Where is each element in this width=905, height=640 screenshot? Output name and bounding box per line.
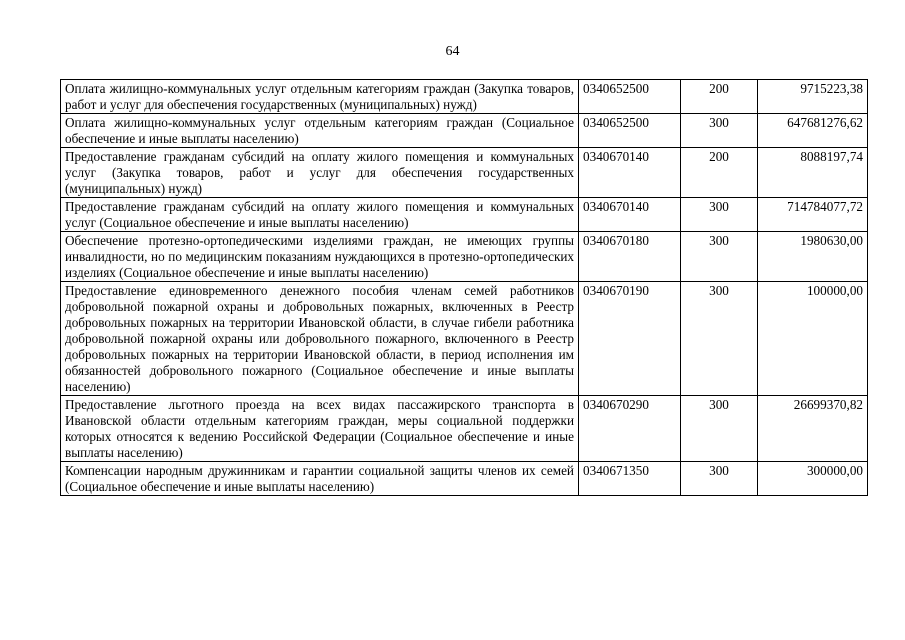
- row-name-cell: Предоставление гражданам субсидий на оплату жилого помещения и коммунальных услуг (Социальное обеспечение и иные выплаты населению): [61, 198, 579, 232]
- row-sum-cell: 9715223,38: [758, 80, 868, 114]
- row-sum-cell: 647681276,62: [758, 114, 868, 148]
- row-sum-cell: 1980630,00: [758, 232, 868, 282]
- row-sum-cell: 8088197,74: [758, 148, 868, 198]
- row-type-cell: 200: [681, 80, 758, 114]
- row-name-cell: Предоставление гражданам субсидий на оплату жилого помещения и коммунальных услуг (Закупка товаров, работ и услуг для обеспечения государственных (муниципальных) нужд): [61, 148, 579, 198]
- row-type-cell: 300: [681, 232, 758, 282]
- row-code-cell: 0340652500: [579, 80, 681, 114]
- row-type-cell: 300: [681, 198, 758, 232]
- row-type-cell: 300: [681, 282, 758, 396]
- table-row: [61, 198, 868, 232]
- table-row: [61, 232, 868, 282]
- table-row: [61, 80, 868, 114]
- row-code-cell: 0340670140: [579, 198, 681, 232]
- page-number: 64: [445, 44, 460, 59]
- row-sum-cell: 100000,00: [758, 282, 868, 396]
- row-type-cell: 300: [681, 114, 758, 148]
- table-row: [61, 282, 868, 396]
- budget-table: [60, 79, 868, 496]
- row-name-cell: Предоставление льготного проезда на всех видах пассажирского транспорта в Ивановской области отдельным категориям граждан, меры социальной поддержки которых относятся к ведению Российской Федерации (Социальное обеспечение и иные выплаты населению): [61, 396, 579, 462]
- table-row: [61, 148, 868, 198]
- row-code-cell: 0340671350: [579, 462, 681, 496]
- row-sum-cell: 714784077,72: [758, 198, 868, 232]
- row-code-cell: 0340670290: [579, 396, 681, 462]
- row-code-cell: 0340652500: [579, 114, 681, 148]
- row-sum-cell: 26699370,82: [758, 396, 868, 462]
- row-code-cell: 0340670140: [579, 148, 681, 198]
- row-name-cell: Оплата жилищно-коммунальных услуг отдельным категориям граждан (Социальное обеспечение и иные выплаты населению): [61, 114, 579, 148]
- row-code-cell: 0340670180: [579, 232, 681, 282]
- table-row: [61, 396, 868, 462]
- row-type-cell: 300: [681, 396, 758, 462]
- table-row: [61, 114, 868, 148]
- table-row: [61, 462, 868, 496]
- row-type-cell: 300: [681, 462, 758, 496]
- row-name-cell: Компенсации народным дружинникам и гарантии социальной защиты членов их семей (Социальное обеспечение и иные выплаты населению): [61, 462, 579, 496]
- row-type-cell: 200: [681, 148, 758, 198]
- row-code-cell: 0340670190: [579, 282, 681, 396]
- row-name-cell: Предоставление единовременного денежного пособия членам семей работников добровольной пожарной охраны и добровольных пожарных, включенных в Реестр добровольных пожарных на территории Ивановской области, в случае гибели работника добровольной пожарной охраны или добровольного пожарного, включенного в Реестр добровольных пожарных на территории Ивановской области, в период исполнения им обязанностей добровольного пожарного (Социальное обеспечение и иные выплаты населению): [61, 282, 579, 396]
- row-name-cell: Оплата жилищно-коммунальных услуг отдельным категориям граждан (Закупка товаров, работ и услуг для обеспечения государственных (муниципальных) нужд): [61, 80, 579, 114]
- row-name-cell: Обеспечение протезно-ортопедическими изделиями граждан, не имеющих группы инвалидности, но по медицинским показаниям нуждающихся в протезно-ортопедических изделиях (Социальное обеспечение и иные выплаты населению): [61, 232, 579, 282]
- row-sum-cell: 300000,00: [758, 462, 868, 496]
